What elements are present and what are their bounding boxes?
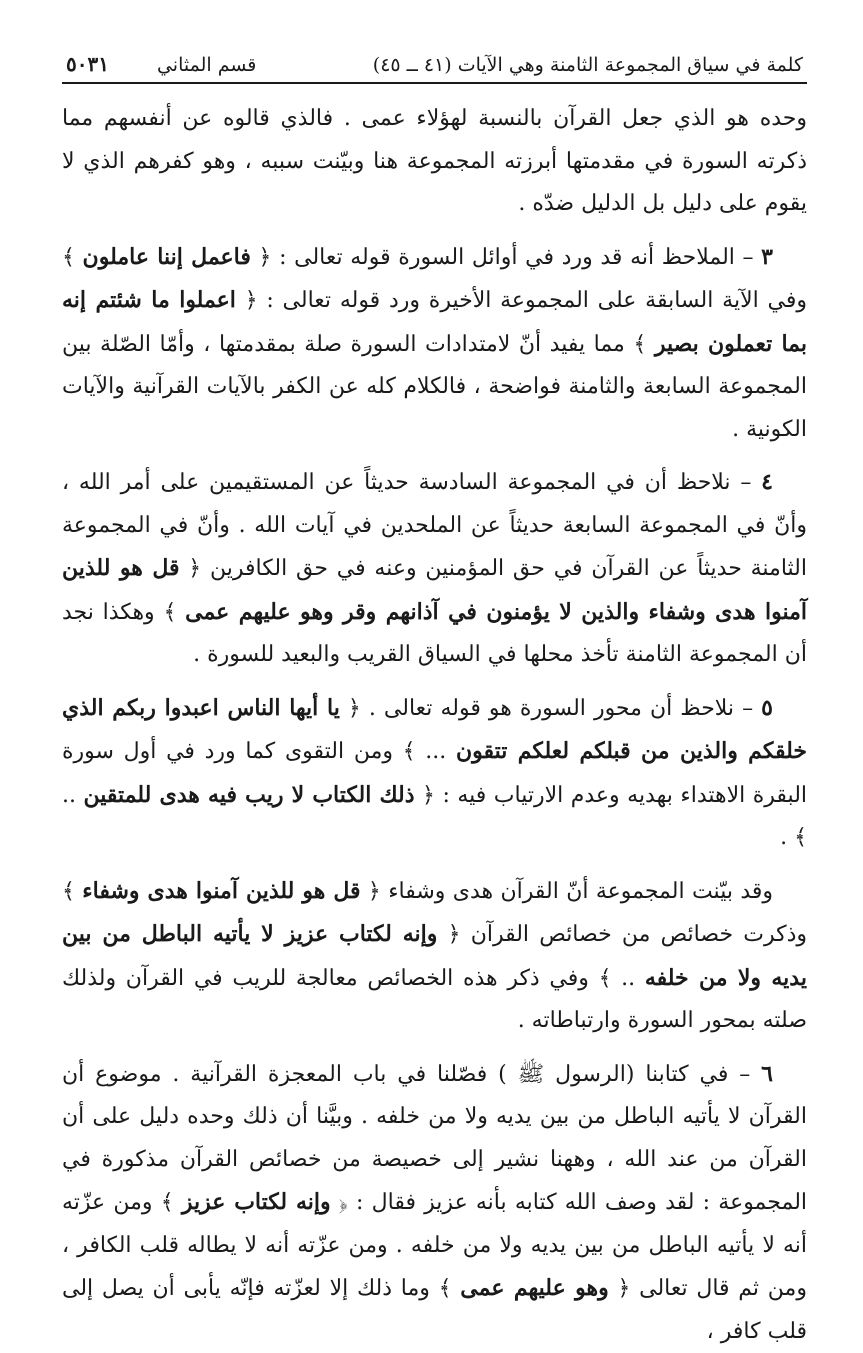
ornate-bracket: ﴾	[439, 1276, 461, 1301]
text-run: ومن عزّته أنه لا يأتيه الباطل من بين يديه ولا من خلفه . ومن عزّته أنه لا يطاله قلب الكافر ، ومن ثم قال تعالى	[62, 1190, 807, 1301]
part-name: قسم المثاني	[157, 54, 256, 76]
page-number: ٥٠٣١	[66, 52, 109, 76]
body-text	[62, 98, 807, 1353]
text-run: وفي ذكر هذه الخصائص معالجة للريب في القرآن ولذلك صلته بمحور السورة وارتباطاته .	[62, 966, 807, 1034]
text-run: – في كتابنا (الرسول ﷺ ) فصّلنا في باب المعجزة القرآنية . موضوع أن القرآن لا يأتيه الباطل من بين يديه ولا من خلفه . وبيَّنا أن ذلك وحده دليل على أن القرآن من عند الله ، وههنا نشير إلى خصيصة من خصائص القرآن مذكورة في المجموعة : لقد وصف الله كتابه بأنه عزيز فقال :	[62, 1062, 807, 1216]
paragraph	[62, 236, 807, 452]
text-run: مما يفيد أنّ لامتدادات السورة صلة بمقدمتها ، وأمّا الصّلة بين المجموعة السابعة والثامنة فواضحة ، فالكلام كله عن الكفر بالآيات القرآنية والآيات الكونية .	[62, 332, 807, 442]
item-number: ٦	[761, 1061, 773, 1087]
text-run: .	[780, 825, 794, 850]
book-page	[62, 52, 807, 1353]
text-run: ومن التقوى كما ورد في أول سورة البقرة الاهتداء بهديه وعدم الارتياب فيه :	[62, 739, 807, 808]
ornate-bracket: ﴿	[361, 879, 381, 904]
ornate-bracket: ﴾	[633, 332, 654, 357]
item-number: ٤	[761, 469, 773, 495]
text-run: وهكذا نجد أن المجموعة الثامنة تأخذ محلها في السياق القريب والبعيد للسورة .	[62, 600, 807, 668]
ornate-bracket: ﴿	[340, 696, 361, 721]
item-number: ٣	[761, 244, 773, 270]
paragraph	[62, 1053, 807, 1353]
ornate-bracket: ﴿	[331, 1190, 348, 1215]
quran-quote: وإنه لكتاب عزيز	[182, 1189, 331, 1215]
text-run: وفي الآية السابقة على المجموعة الأخيرة ورد قوله تعالى :	[258, 288, 807, 313]
quran-quote: قل هو للذين آمنوا هدى وشفاء والذين لا يؤمنون في آذانهم وقر وهو عليهم عمى	[62, 555, 807, 625]
ornate-bracket: ﴿	[437, 922, 460, 947]
paragraph	[62, 870, 807, 1043]
quran-quote: فاعمل إننا عاملون	[83, 244, 251, 270]
text-run: – الملاحظ أنه قد ورد في أوائل السورة قوله تعالى :	[271, 245, 761, 270]
paragraph	[62, 687, 807, 860]
ornate-bracket: ﴾	[62, 879, 82, 904]
ornate-bracket: .. ﴾	[599, 966, 645, 991]
ornate-bracket: ... ﴾	[403, 739, 456, 764]
paragraph	[62, 461, 807, 677]
ornate-bracket: ﴿	[236, 288, 258, 313]
quran-quote: وإنه لكتاب عزيز لا يأتيه الباطل من بين يديه ولا من خلفه	[62, 921, 807, 991]
text-run: وقد بيّنت المجموعة أنّ القرآن هدى وشفاء	[381, 879, 773, 904]
ornate-bracket: ﴾	[163, 600, 185, 625]
running-header	[62, 52, 807, 84]
quran-quote: قل هو للذين آمنوا هدى وشفاء	[82, 878, 360, 904]
ornate-bracket: ﴿	[251, 245, 272, 270]
quran-quote: يا أيها الناس اعبدوا ربكم الذي خلقكم والذين من قبلكم لعلكم تتقون	[62, 695, 807, 765]
text-run: وحده هو الذي جعل القرآن بالنسبة لهؤلاء عمى . فالذي قالوه عن أنفسهم مما ذكرته السورة في مقدمتها أبرزته المجموعة هنا وبيّنت سببه ، وهو كفرهم الذي لا يقوم على دليل بل الدليل ضدّه .	[62, 106, 807, 216]
paragraph	[62, 98, 807, 226]
header-meta	[66, 52, 256, 76]
quran-quote: اعملوا ما شئتم إنه بما تعملون بصير	[62, 287, 807, 357]
ornate-bracket: ﴾	[62, 245, 83, 270]
text-run: وذكرت خصائص من خصائص القرآن	[461, 922, 808, 947]
quran-quote: ذلك الكتاب لا ريب فيه هدى للمتقين	[83, 782, 414, 808]
ornate-bracket: .. ﴾	[62, 783, 807, 851]
text-run: وما ذلك إلا لعزّته فإنّه يأبى أن يصل إلى قلب كافر ،	[62, 1276, 807, 1344]
ornate-bracket: ﴿	[415, 783, 435, 808]
item-number: ٥	[761, 695, 773, 721]
running-title: كلمة في سياق المجموعة الثامنة وهي الآيات (٤١ ــ ٤٥)	[373, 54, 803, 76]
ornate-bracket: ﴿	[609, 1276, 631, 1301]
ornate-bracket: ﴾	[161, 1190, 182, 1215]
ornate-bracket: ﴿	[180, 556, 202, 581]
text-run: – نلاحظ أن في المجموعة السادسة حديثاً عن المستقيمين على أمر الله ، وأنّ في المجموعة السابعة حديثاً عن الملحدين في آيات الله . وأنّ في المجموعة الثامنة حديثاً عن القرآن في حق المؤمنين وعنه في حق الكافرين	[62, 470, 807, 581]
text-run: – نلاحظ أن محور السورة هو قوله تعالى .	[361, 696, 761, 721]
quran-quote: وهو عليهم عمى	[460, 1275, 608, 1301]
